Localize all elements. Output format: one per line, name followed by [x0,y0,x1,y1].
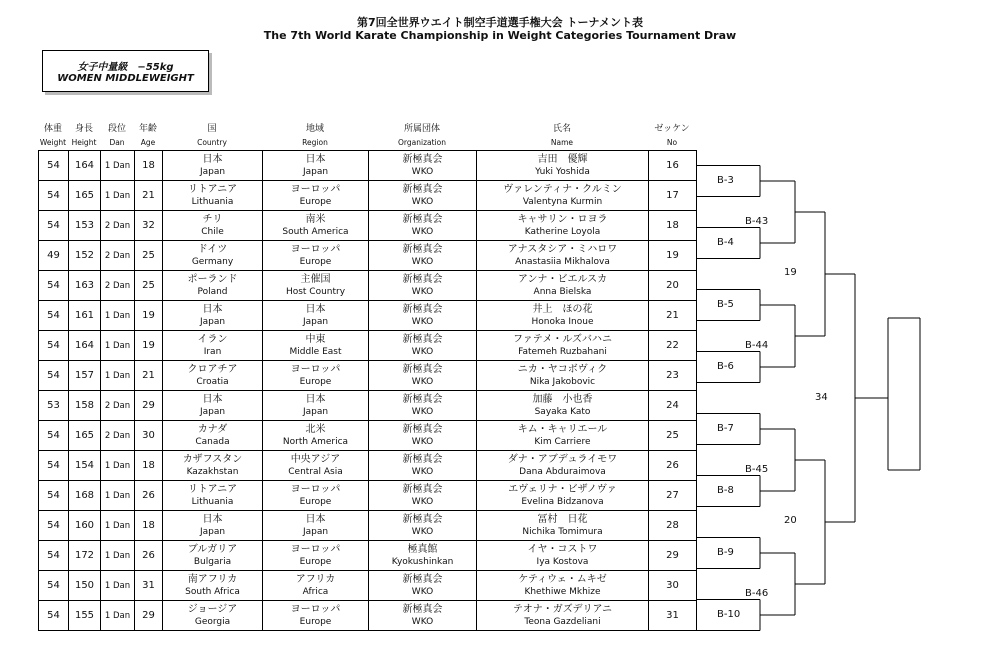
country-en: Japan [199,407,226,417]
cell-dan: 1 Dan [101,361,135,391]
name-ja: ニカ・ヤコボヴィク [517,364,608,375]
country-en: Georgia [194,617,231,627]
bout-label: B-46 [745,588,769,599]
cell-number: 17 [649,181,697,211]
region-en: Middle East [289,347,342,357]
region-en: Japan [302,317,329,327]
country-ja: 日本 [202,394,223,405]
cell-age: 30 [135,421,163,451]
cell-number: 21 [649,301,697,331]
cell-weight: 54 [39,481,69,511]
cell-age: 21 [135,361,163,391]
name-ja: キム・キャリエール [517,424,608,435]
cell-weight: 54 [39,271,69,301]
cell-number: 19 [649,241,697,271]
organization-en: WKO [411,587,434,597]
organization-en: WKO [411,347,434,357]
name-en: Anastasiia Mikhalova [515,257,610,267]
region-ja: ヨーロッパ [290,484,341,495]
cell-age: 29 [135,601,163,631]
cell-height: 165 [69,421,101,451]
cell-height: 164 [69,331,101,361]
country-ja: チリ [202,214,223,225]
bout-label: B-8 [717,485,734,496]
category-ja: 女子中量級 −55kg [77,62,174,73]
cell-dan: 2 Dan [101,241,135,271]
organization-ja: 新極真会 [402,604,443,615]
cell-height: 152 [69,241,101,271]
name-ja: 吉田 優輝 [537,154,588,165]
bout-label: B-4 [717,237,734,248]
name-en: Fatemeh Ruzbahani [518,347,607,357]
header-region-en: Region [302,138,328,147]
name-en: Khethiwe Mkhize [524,587,601,597]
country-en: Lithuania [191,497,234,507]
organization-en: WKO [411,437,434,447]
name-ja: エヴェリナ・ビザノヴァ [508,484,617,495]
name-en: Sayaka Kato [534,407,591,417]
semifinal-label: 20 [784,515,797,526]
organization-ja: 新極真会 [402,514,443,525]
cell-age: 25 [135,271,163,301]
cell-height: 172 [69,541,101,571]
name-ja: ファテメ・ルズバハニ [512,334,613,345]
name-en: Nika Jakobovic [529,377,596,387]
bout-label: B-45 [745,464,769,475]
region-ja: 日本 [305,514,326,525]
organization-ja: 新極真会 [402,154,443,165]
cell-age: 18 [135,151,163,181]
cell-age: 31 [135,571,163,601]
organization-ja: 新極真会 [402,454,443,465]
cell-dan: 1 Dan [101,481,135,511]
name-en: Iya Kostova [536,557,589,567]
header-country-ja: 国 [207,124,217,134]
cell-age: 26 [135,481,163,511]
cell-height: 157 [69,361,101,391]
organization-ja: 極真館 [407,544,438,555]
country-en: Poland [197,287,228,297]
organization-en: WKO [411,377,434,387]
cell-weight: 54 [39,451,69,481]
country-en: Japan [199,527,226,537]
country-ja: リトアニア [187,484,238,495]
header-weight-ja: 体重 [43,124,62,134]
region-ja: 主催国 [300,274,331,285]
country-en: Canada [195,437,230,447]
organization-en: WKO [411,407,434,417]
organization-en: WKO [411,197,434,207]
name-ja: イヤ・コストワ [527,544,598,555]
header-weight-en: Weight [39,138,67,147]
cell-height: 154 [69,451,101,481]
country-ja: カザフスタン [182,454,243,465]
country-ja: 日本 [202,514,223,525]
cell-age: 18 [135,451,163,481]
header-height-en: Height [71,138,97,147]
name-ja: アナスタシア・ミハロワ [507,244,618,255]
cell-number: 24 [649,391,697,421]
name-ja: テオナ・ガズデリアニ [512,604,613,615]
name-en: Dana Abduraimova [519,467,606,477]
organization-ja: 新極真会 [402,244,443,255]
header-organization-ja: 所属団体 [403,124,440,134]
country-en: Chile [201,227,224,237]
cell-dan: 2 Dan [101,391,135,421]
cell-weight: 54 [39,331,69,361]
header-region-ja: 地域 [305,124,324,134]
header-country-en: Country [197,138,227,147]
bout-label: B-3 [717,175,734,186]
region-en: Europe [299,377,332,387]
tournament-title-ja: 第7回全世界ウエイト制空手道選手権大会 トーナメント表 [356,16,644,29]
cell-number: 22 [649,331,697,361]
cell-number: 20 [649,271,697,301]
cell-dan: 1 Dan [101,571,135,601]
cell-age: 19 [135,331,163,361]
cell-age: 25 [135,241,163,271]
cell-weight: 54 [39,301,69,331]
cell-height: 168 [69,481,101,511]
category-en: WOMEN MIDDLEWEIGHT [57,73,194,84]
header-organization-en: Organization [398,138,446,147]
region-en: Europe [299,197,332,207]
bout-label: B-9 [717,547,734,558]
country-ja: ポーランド [187,274,238,285]
cell-weight: 54 [39,511,69,541]
country-en: Iran [203,347,222,357]
name-en: Katherine Loyola [524,227,601,237]
cell-number: 16 [649,151,697,181]
region-en: Japan [302,527,329,537]
cell-number: 27 [649,481,697,511]
bout-label: B-7 [717,423,734,434]
cell-weight: 54 [39,211,69,241]
cell-age: 19 [135,301,163,331]
country-en: Japan [199,167,226,177]
region-ja: アフリカ [295,574,336,585]
organization-ja: 新極真会 [402,424,443,435]
country-ja: カナダ [197,424,228,435]
cell-dan: 1 Dan [101,301,135,331]
organization-en: WKO [411,227,434,237]
region-en: Europe [299,497,332,507]
region-en: Japan [302,407,329,417]
organization-ja: 新極真会 [402,334,443,345]
organization-ja: 新極真会 [402,574,443,585]
semifinal-label: 19 [784,267,797,278]
organization-en: WKO [411,317,434,327]
name-ja: ケティウェ・ムキゼ [518,574,607,585]
cell-weight: 54 [39,601,69,631]
region-en: Africa [302,587,329,597]
region-ja: 日本 [305,304,326,315]
cell-dan: 1 Dan [101,151,135,181]
region-en: Central Asia [288,467,343,477]
name-en: Evelina Bidzanova [521,497,604,507]
name-en: Yuki Yoshida [535,167,590,177]
country-ja: ドイツ [197,244,228,255]
country-ja: クロアチア [187,364,238,375]
name-ja: 加藤 小也香 [532,394,593,405]
cell-weight: 49 [39,241,69,271]
region-ja: 中央アジア [290,454,341,465]
cell-number: 23 [649,361,697,391]
cell-age: 29 [135,391,163,421]
final-label: 34 [815,392,828,403]
organization-en: WKO [411,167,434,177]
header-name-en: Name [550,138,574,147]
cell-height: 158 [69,391,101,421]
country-en: Kazakhstan [186,467,239,477]
header-number-ja: ゼッケン [654,124,690,134]
name-ja: キャサリン・ロヨラ [517,214,608,225]
cell-height: 150 [69,571,101,601]
organization-en: WKO [411,527,434,537]
cell-weight: 54 [39,361,69,391]
region-ja: ヨーロッパ [290,244,341,255]
organization-en: WKO [411,617,434,627]
cell-dan: 1 Dan [101,451,135,481]
cell-dan: 1 Dan [101,601,135,631]
header-height-ja: 身長 [74,124,93,134]
country-en: South Africa [185,587,240,597]
cell-weight: 54 [39,421,69,451]
cell-number: 28 [649,511,697,541]
cell-number: 18 [649,211,697,241]
cell-dan: 1 Dan [101,511,135,541]
cell-age: 18 [135,511,163,541]
cell-dan: 2 Dan [101,271,135,301]
cell-height: 155 [69,601,101,631]
region-ja: 日本 [305,154,326,165]
cell-number: 26 [649,451,697,481]
name-en: Honoka Inoue [531,317,594,327]
cell-dan: 2 Dan [101,211,135,241]
name-ja: 冨村 日花 [537,514,588,525]
organization-en: WKO [411,287,434,297]
organization-ja: 新極真会 [402,214,443,225]
name-en: Valentyna Kurmin [522,197,603,207]
cell-height: 153 [69,211,101,241]
header-name-ja: 氏名 [552,124,571,134]
cell-height: 164 [69,151,101,181]
cell-dan: 1 Dan [101,181,135,211]
country-en: Lithuania [191,197,234,207]
bout-label: B-44 [745,340,769,351]
region-en: Europe [299,617,332,627]
organization-en: WKO [411,467,434,477]
country-en: Japan [199,317,226,327]
region-ja: 北米 [305,424,326,435]
name-en: Nichika Tomimura [522,527,603,537]
name-ja: 井上 ほの花 [532,304,593,315]
country-ja: リトアニア [187,184,238,195]
cell-age: 26 [135,541,163,571]
organization-ja: 新極真会 [402,394,443,405]
header-number-en: No [666,138,678,147]
organization-en: WKO [411,497,434,507]
cell-weight: 54 [39,541,69,571]
cell-height: 163 [69,271,101,301]
region-en: Europe [299,257,332,267]
region-ja: ヨーロッパ [290,544,341,555]
region-ja: ヨーロッパ [290,184,341,195]
cell-dan: 1 Dan [101,331,135,361]
region-ja: 中東 [305,334,326,345]
tournament-title-en: The 7th World Karate Championship in Weight Categories Tournament Draw [263,29,737,42]
region-ja: 日本 [305,394,326,405]
country-en: Bulgaria [193,557,232,567]
country-ja: 南アフリカ [187,574,238,585]
name-en: Anna Bielska [533,287,592,297]
cell-age: 21 [135,181,163,211]
cell-height: 160 [69,511,101,541]
cell-dan: 2 Dan [101,421,135,451]
organization-ja: 新極真会 [402,304,443,315]
organization-en: Kyokushinkan [391,557,454,567]
cell-number: 25 [649,421,697,451]
name-ja: ダナ・アブデュライモワ [507,454,618,465]
cell-weight: 53 [39,391,69,421]
name-en: Teona Gazdeliani [524,617,601,627]
country-ja: 日本 [202,154,223,165]
region-ja: 南米 [305,214,326,225]
country-en: Croatia [196,377,229,387]
country-ja: ブルガリア [187,544,238,555]
organization-ja: 新極真会 [402,184,443,195]
region-en: Europe [299,557,332,567]
bout-label: B-10 [717,609,741,620]
region-en: Host Country [285,287,346,297]
cell-age: 32 [135,211,163,241]
region-ja: ヨーロッパ [290,364,341,375]
organization-en: WKO [411,257,434,267]
country-en: Germany [191,257,234,267]
bout-label: B-5 [717,299,734,310]
name-en: Kim Carriere [534,437,591,447]
header-age-ja: 年齢 [138,124,157,134]
cell-number: 31 [649,601,697,631]
country-ja: ジョージア [187,604,238,615]
cell-number: 29 [649,541,697,571]
country-ja: 日本 [202,304,223,315]
header-age-en: Age [140,138,156,147]
region-en: North America [282,437,349,447]
cell-dan: 1 Dan [101,541,135,571]
bout-label: B-6 [717,361,734,372]
cell-height: 165 [69,181,101,211]
name-ja: アンナ・ビエルスカ [517,274,608,285]
cell-weight: 54 [39,151,69,181]
cell-weight: 54 [39,181,69,211]
organization-ja: 新極真会 [402,364,443,375]
cell-number: 30 [649,571,697,601]
cell-weight: 54 [39,571,69,601]
region-ja: ヨーロッパ [290,604,341,615]
region-en: Japan [302,167,329,177]
bout-label: B-43 [745,216,769,227]
header-dan-en: Dan [109,138,125,147]
cell-height: 161 [69,301,101,331]
organization-ja: 新極真会 [402,484,443,495]
region-en: South America [282,227,349,237]
country-ja: イラン [197,334,228,345]
name-ja: ヴァレンティナ・クルミン [503,184,622,195]
organization-ja: 新極真会 [402,274,443,285]
header-dan-ja: 段位 [107,124,126,134]
